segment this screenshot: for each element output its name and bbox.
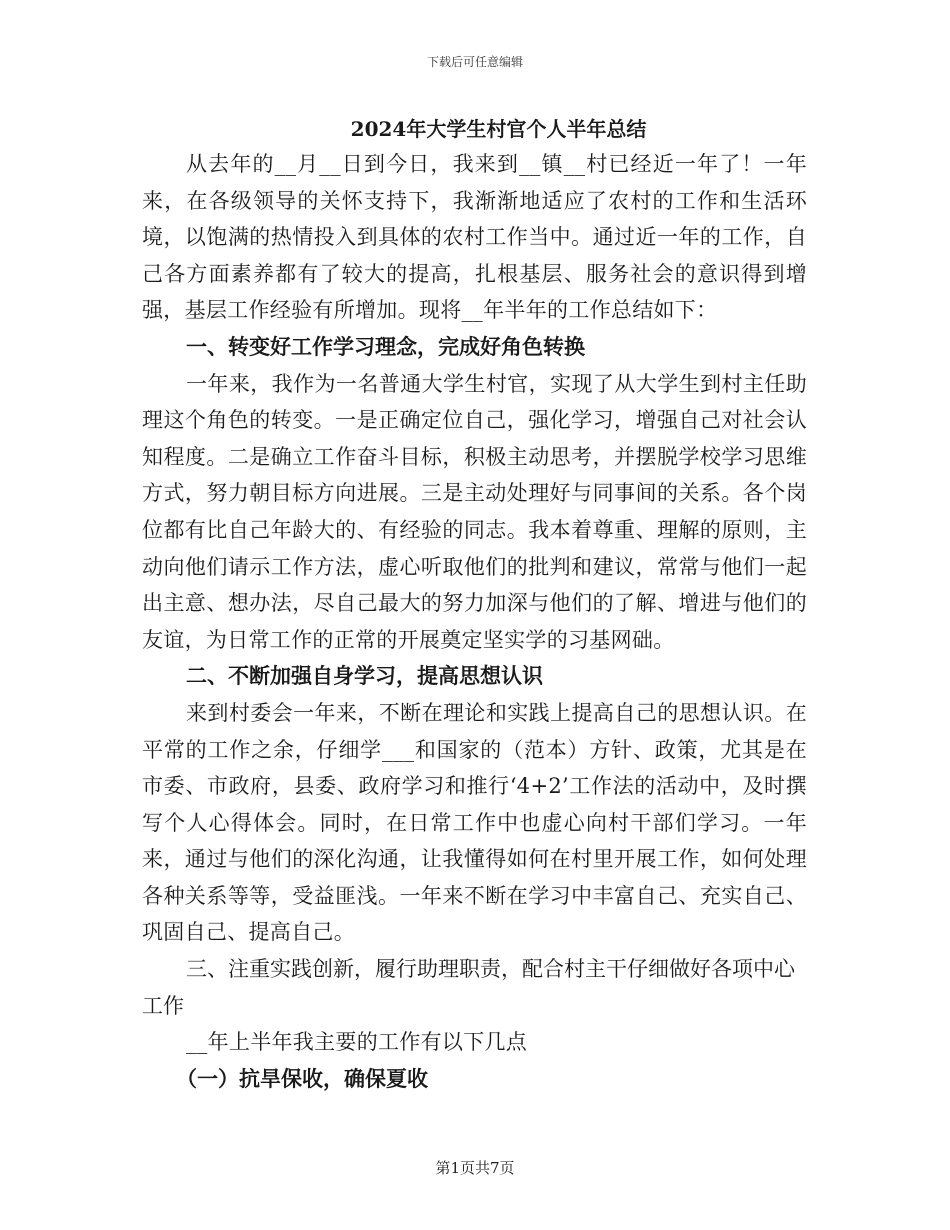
section-1-heading: 一、转变好工作学习理念，完成好角色转换 <box>186 333 585 359</box>
intro-paragraph: 从去年的__月__日到今日，我来到__镇__村已经近一年了！一年来，在各级领导的关怀支持下，我渐渐地适应了农村的工作和生活环境，以饱满的热情投入到具体的农村工作当中。通过近一年的工作，自己各方面素养都有了较大的提高，扎根基层、服务社会的意识得到增强，基层工作经验有所增加。现将__年半年的工作总结如下： <box>142 152 807 323</box>
section-1-paragraph: 一年来，我作为一名普通大学生村官，实现了从大学生到村主任助理这个角色的转变。一是正确定位自己，强化学习，增强自己对社会认知程度。二是确立工作奋斗目标，积极主动思考，并摆脱学校学习思维方式，努力朝目标方向进展。三是主动处理好与同事间的关系。各个岗位都有比自己年龄大的、有经验的同志。我本着尊重、理解的原则，主动向他们请示工作方法，虚心听取他们的批判和建议，常常与他们一起出主意、想办法，尽自己最大的努力加深与他们的了解、增进与他们的友谊，为日常工作的正常的开展奠定坚实学的习基网础。 <box>142 371 807 652</box>
page-number-footer: 第1页共7页 <box>435 1159 515 1177</box>
document-title: 2024年大学生村官个人半年总结 <box>350 117 647 141</box>
document-body <box>142 112 807 1097</box>
page-header-note: 下载后可任意编辑 <box>426 55 523 69</box>
section-3-heading: 三、注重实践创新，履行助理职责，配合村主干仔细做好各项中心工作 <box>142 957 795 1018</box>
section-3-intro: __年上半年我主要的工作有以下几点 <box>186 1030 528 1055</box>
section-2-heading: 二、不断加强自身学习，提高思想认识 <box>186 663 543 689</box>
section-2-paragraph: 来到村委会一年来，不断在理论和实践上提高自己的思想认识。在平常的工作之余，仔细学___和国家的（范本）方针、政策，尤其是在市委、市政府，县委、政府学习和推行‘4+2’工作法的活动中，及时撰写个人心得体会。同时，在日常工作中也虚心向村干部们学习。一年来，通过与他们的深化沟通，让我懂得如何在村里开展工作，如何处理各种关系等等，受益匪浅。一年来不断在学习中丰富自己、充实自己、巩固自己、提高自己。 <box>142 700 807 945</box>
subsection-1-heading: （一）抗旱保收，确保夏收 <box>176 1065 428 1091</box>
